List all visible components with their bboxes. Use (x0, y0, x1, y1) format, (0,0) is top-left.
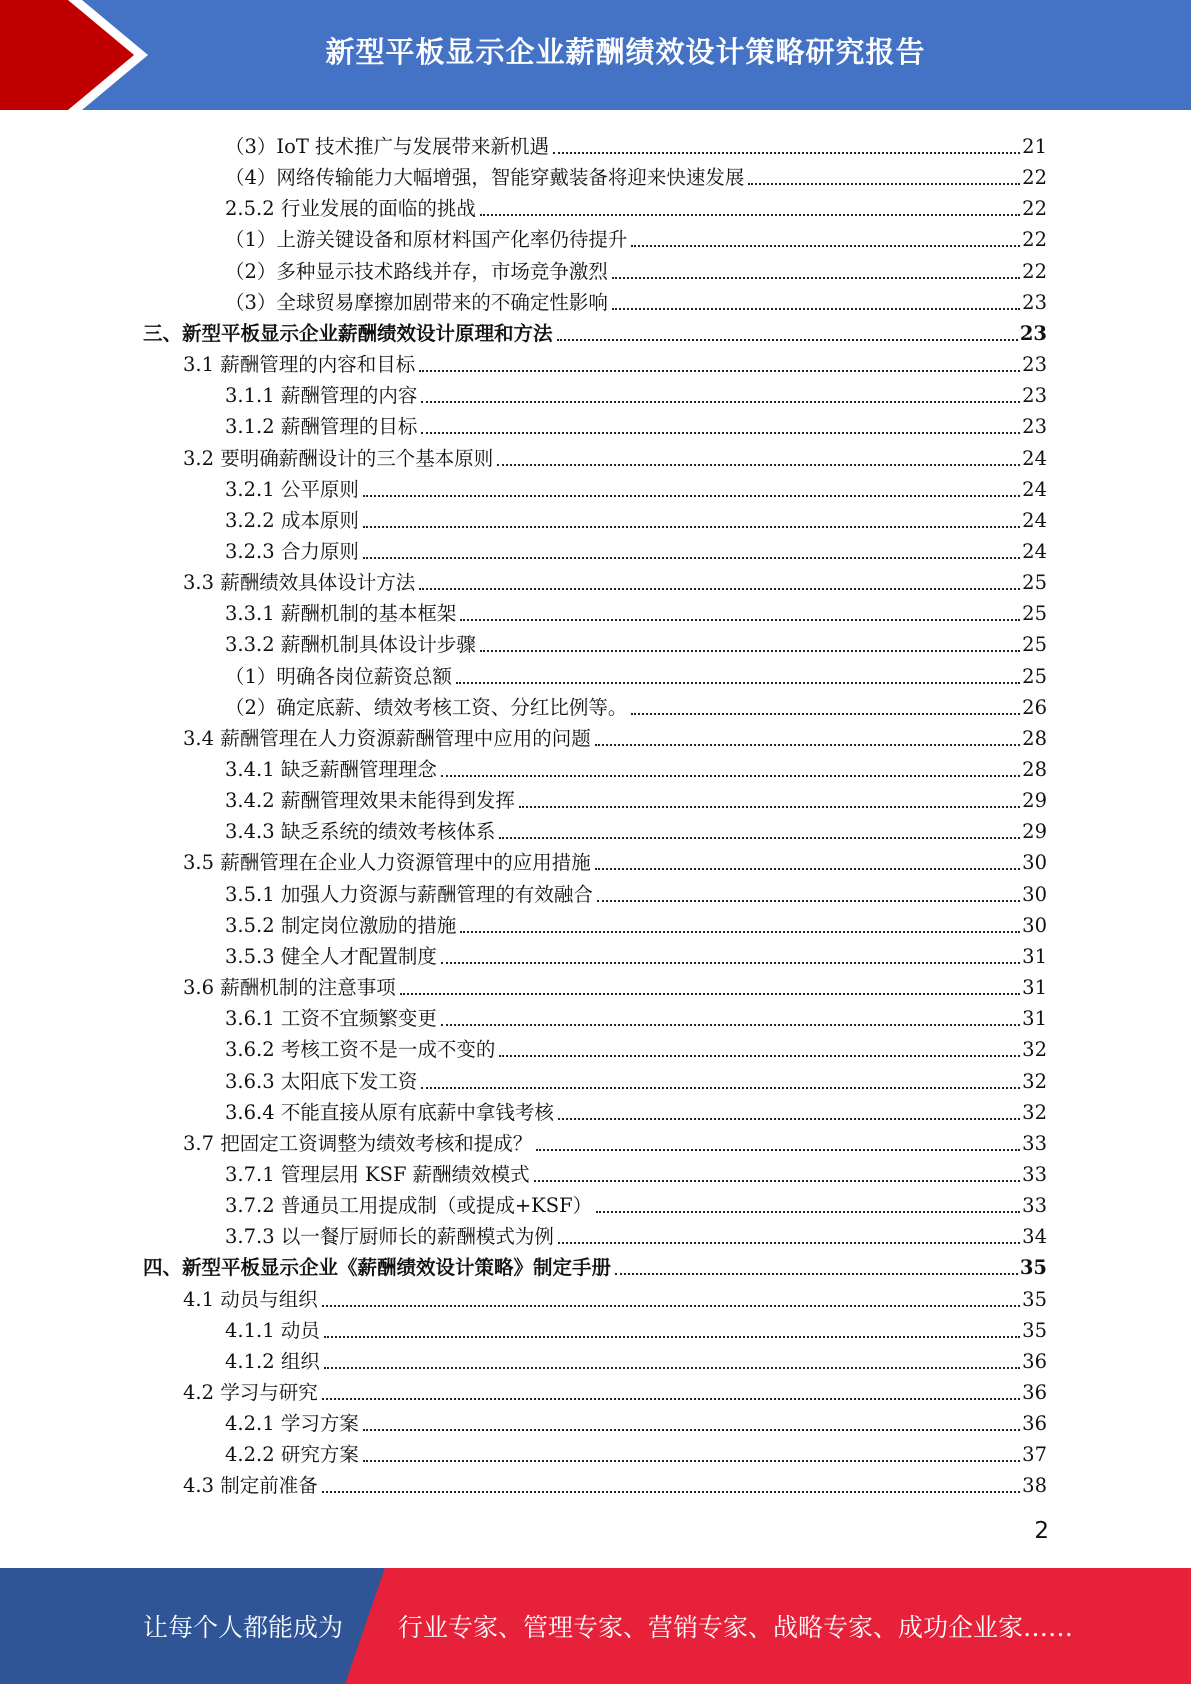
footer-slogan-left: 让每个人都能成为 (143, 1613, 344, 1642)
toc-dot-leader (631, 713, 1020, 715)
toc-entry[interactable] (183, 439, 1047, 470)
toc-entry-title: 4.2 学习与研究 (183, 1381, 318, 1404)
toc-entry-page: 21 (1022, 135, 1047, 158)
toc-entry[interactable] (225, 376, 1047, 407)
toc-entry-page: 34 (1022, 1225, 1047, 1248)
toc-entry-title: 4.1.2 组织 (225, 1350, 320, 1373)
toc-entry-page: 26 (1022, 696, 1047, 719)
toc-dot-leader (558, 1118, 1020, 1120)
toc-entry[interactable] (225, 1030, 1047, 1061)
toc-entry[interactable] (225, 657, 1047, 688)
toc-entry-title: 3.3.2 薪酬机制具体设计步骤 (225, 633, 476, 656)
toc-entry-title: 3.5.1 加强人力资源与薪酬管理的有效融合 (225, 883, 593, 906)
toc-entry-page: 32 (1022, 1038, 1047, 1061)
toc-entry-page: 36 (1022, 1381, 1047, 1404)
toc-entry-title: 3.1 薪酬管理的内容和目标 (183, 353, 416, 376)
toc-entry[interactable] (225, 1342, 1047, 1373)
toc-dot-leader (322, 1398, 1020, 1400)
toc-entry[interactable] (225, 688, 1047, 719)
toc-entry[interactable] (225, 1404, 1047, 1435)
toc-dot-leader (519, 806, 1020, 808)
toc-entry-page: 35 (1019, 1256, 1047, 1279)
toc-entry-page: 30 (1022, 851, 1047, 874)
toc-entry[interactable] (225, 937, 1047, 968)
toc-dot-leader (558, 1242, 1020, 1244)
toc-entry-title: 3.3.1 薪酬机制的基本框架 (225, 602, 457, 625)
toc-entry-title: 3.3 薪酬绩效具体设计方法 (183, 571, 416, 594)
toc-entry-title: 3.5.3 健全人才配置制度 (225, 945, 437, 968)
toc-dot-leader (536, 1149, 1020, 1151)
toc-entry-title: 2.5.2 行业发展的面临的挑战 (225, 197, 476, 220)
toc-entry-title: 3.6 薪酬机制的注意事项 (183, 976, 396, 999)
toc-entry-page: 22 (1022, 228, 1047, 251)
toc-entry-title: 4.2.2 研究方案 (225, 1443, 359, 1466)
toc-dot-leader (441, 1024, 1020, 1026)
toc-entry[interactable] (225, 750, 1047, 781)
toc-entry-page: 35 (1022, 1319, 1047, 1342)
toc-entry-page: 23 (1022, 384, 1047, 407)
toc-entry[interactable] (225, 283, 1047, 314)
toc-entry-title: 3.6.1 工资不宜频繁变更 (225, 1007, 437, 1030)
toc-entry[interactable] (143, 1248, 1047, 1279)
toc-entry-page: 36 (1022, 1350, 1047, 1373)
toc-dot-leader (456, 682, 1020, 684)
toc-entry[interactable] (183, 843, 1047, 874)
toc-entry-page: 30 (1022, 914, 1047, 937)
toc-entry-title: （1）上游关键设备和原材料国产化率仍待提升 (225, 228, 628, 251)
page-number: 2 (1034, 1518, 1049, 1544)
toc-entry-page: 25 (1022, 665, 1047, 688)
toc-entry-page: 22 (1022, 197, 1047, 220)
toc-dot-leader (322, 1491, 1020, 1493)
toc-dot-leader (497, 464, 1020, 466)
toc-entry-title: （1）明确各岗位薪资总额 (225, 665, 452, 688)
toc-entry-title: 3.6.4 不能直接从原有底薪中拿钱考核 (225, 1101, 554, 1124)
toc-entry[interactable] (225, 470, 1047, 501)
toc-dot-leader (324, 1336, 1020, 1338)
toc-entry[interactable] (225, 127, 1047, 158)
toc-entry-page: 24 (1022, 540, 1047, 563)
toc-entry-page: 23 (1019, 322, 1047, 345)
toc-dot-leader (441, 775, 1020, 777)
toc-entry-title: 3.6.2 考核工资不是一成不变的 (225, 1038, 496, 1061)
toc-entry[interactable] (183, 563, 1047, 594)
toc-entry-title: 3.7.2 普通员工用提成制（或提成+KSF） (225, 1194, 593, 1217)
toc-dot-leader (324, 1367, 1020, 1369)
toc-entry[interactable] (225, 594, 1047, 625)
toc-entry-page: 33 (1022, 1163, 1047, 1186)
document-title: 新型平板显示企业薪酬绩效设计策略研究报告 (325, 34, 926, 69)
toc-entry[interactable] (183, 1373, 1047, 1404)
toc-entry-title: 4.2.1 学习方案 (225, 1412, 359, 1435)
toc-entry[interactable] (225, 1186, 1047, 1217)
toc-entry[interactable] (183, 719, 1047, 750)
toc-entry[interactable] (225, 501, 1047, 532)
toc-entry-title: 四、新型平板显示企业《薪酬绩效设计策略》制定手册 (143, 1256, 612, 1279)
toc-dot-leader (400, 993, 1020, 995)
toc-entry-title: 4.1.1 动员 (225, 1319, 320, 1342)
toc-entry-page: 22 (1022, 260, 1047, 283)
toc-entry-title: 3.7.3 以一餐厅厨师长的薪酬模式为例 (225, 1225, 554, 1248)
toc-entry-title: 3.5.2 制定岗位激励的措施 (225, 914, 457, 937)
footer-slogan-right: 行业专家、管理专家、营销专家、战略专家、成功企业家…… (398, 1613, 1074, 1642)
toc-entry-title: 4.3 制定前准备 (183, 1474, 318, 1497)
toc-entry-page: 24 (1022, 509, 1047, 532)
toc-dot-leader (480, 214, 1020, 216)
toc-entry[interactable] (225, 999, 1047, 1030)
page-header (0, 0, 1191, 110)
toc-entry-page: 33 (1022, 1132, 1047, 1155)
toc-dot-leader (363, 1460, 1020, 1462)
toc-entry-page: 28 (1022, 727, 1047, 750)
toc-dot-leader (460, 619, 1020, 621)
toc-entry-title: （3）全球贸易摩擦加剧带来的不确定性影响 (225, 291, 608, 314)
toc-dot-leader (557, 339, 1018, 341)
toc-dot-leader (499, 837, 1020, 839)
toc-dot-leader (363, 557, 1020, 559)
toc-entry[interactable] (183, 1466, 1047, 1497)
toc-entry-title: 3.5 薪酬管理在企业人力资源管理中的应用措施 (183, 851, 591, 874)
toc-dot-leader (421, 1087, 1020, 1089)
toc-entry-page: 24 (1022, 447, 1047, 470)
toc-entry-page: 29 (1022, 789, 1047, 812)
toc-entry-title: （3）IoT 技术推广与发展带来新机遇 (225, 135, 550, 158)
toc-dot-leader (499, 1055, 1020, 1057)
toc-dot-leader (322, 1305, 1020, 1307)
toc-dot-leader (748, 183, 1020, 185)
toc-dot-leader (419, 588, 1020, 590)
toc-entry-title: （2）确定底薪、绩效考核工资、分红比例等。 (225, 696, 628, 719)
toc-entry-title: 3.2.3 合力原则 (225, 540, 359, 563)
toc-dot-leader (460, 931, 1020, 933)
toc-entry-title: 3.2.2 成本原则 (225, 509, 359, 532)
toc-entry-page: 23 (1022, 415, 1047, 438)
toc-dot-leader (363, 495, 1020, 497)
toc-entry[interactable] (183, 1280, 1047, 1311)
toc-entry-title: 3.7.1 管理层用 KSF 薪酬绩效模式 (225, 1163, 530, 1186)
toc-entry[interactable] (183, 1124, 1047, 1155)
toc-entry-title: 3.2.1 公平原则 (225, 478, 359, 501)
toc-entry-page: 25 (1022, 602, 1047, 625)
toc-dot-leader (595, 868, 1020, 870)
toc-entry-page: 32 (1022, 1101, 1047, 1124)
toc-dot-leader (631, 245, 1020, 247)
toc-entry-title: 3.4.3 缺乏系统的绩效考核体系 (225, 820, 496, 843)
toc-entry[interactable] (225, 1217, 1047, 1248)
toc-dot-leader (612, 308, 1020, 310)
toc-entry-page: 23 (1022, 291, 1047, 314)
toc-entry-page: 29 (1022, 820, 1047, 843)
toc-entry-page: 31 (1022, 945, 1047, 968)
toc-entry-title: 3.1.1 薪酬管理的内容 (225, 384, 418, 407)
toc-entry-title: 4.1 动员与组织 (183, 1288, 318, 1311)
toc-dot-leader (480, 650, 1020, 652)
page-footer (0, 1568, 1191, 1684)
toc-dot-leader (421, 401, 1020, 403)
toc-entry-page: 33 (1022, 1194, 1047, 1217)
toc-entry-title: 3.1.2 薪酬管理的目标 (225, 415, 418, 438)
toc-entry[interactable] (225, 625, 1047, 656)
toc-dot-leader (615, 1273, 1018, 1275)
toc-entry[interactable] (183, 968, 1047, 999)
toc-entry[interactable] (183, 345, 1047, 376)
toc-entry-title: 3.4.1 缺乏薪酬管理理念 (225, 758, 437, 781)
toc-entry-page: 37 (1022, 1443, 1047, 1466)
toc-entry[interactable] (225, 252, 1047, 283)
toc-dot-leader (363, 526, 1020, 528)
toc-entry-page: 36 (1022, 1412, 1047, 1435)
toc-entry-page: 35 (1022, 1288, 1047, 1311)
toc-dot-leader (441, 962, 1020, 964)
toc-entry-page: 30 (1022, 883, 1047, 906)
toc-entry-page: 38 (1022, 1474, 1047, 1497)
toc-entry-page: 31 (1022, 1007, 1047, 1030)
toc-dot-leader (596, 1211, 1020, 1213)
toc-entry-title: （2）多种显示技术路线并存，市场竞争激烈 (225, 260, 608, 283)
toc-entry-page: 31 (1022, 976, 1047, 999)
toc-dot-leader (612, 277, 1020, 279)
toc-entry-title: 3.7 把固定工资调整为绩效考核和提成？ (183, 1132, 533, 1155)
toc-entry[interactable] (225, 1093, 1047, 1124)
toc-dot-leader (419, 370, 1020, 372)
toc-entry[interactable] (225, 906, 1047, 937)
toc-entry-title: 3.4 薪酬管理在人力资源薪酬管理中应用的问题 (183, 727, 591, 750)
toc-entry-page: 25 (1022, 633, 1047, 656)
toc-entry-title: 3.2 要明确薪酬设计的三个基本原则 (183, 447, 494, 470)
toc-dot-leader (534, 1180, 1021, 1182)
toc-entry[interactable] (225, 1435, 1047, 1466)
toc-entry-page: 32 (1022, 1070, 1047, 1093)
toc-entry-title: 三、新型平板显示企业薪酬绩效设计原理和方法 (143, 322, 553, 345)
toc-entry[interactable] (225, 875, 1047, 906)
toc-entry[interactable] (225, 1311, 1047, 1342)
toc-entry[interactable] (225, 781, 1047, 812)
toc-entry-title: 3.6.3 太阳底下发工资 (225, 1070, 418, 1093)
toc-entry[interactable] (225, 532, 1047, 563)
toc-entry-page: 28 (1022, 758, 1047, 781)
toc-entry-page: 25 (1022, 571, 1047, 594)
toc-entry-title: 3.4.2 薪酬管理效果未能得到发挥 (225, 789, 515, 812)
toc-dot-leader (363, 1429, 1020, 1431)
toc-entry-page: 23 (1022, 353, 1047, 376)
toc-entry[interactable] (225, 158, 1047, 189)
toc-dot-leader (421, 432, 1020, 434)
toc-entry[interactable] (225, 407, 1047, 438)
toc-entry[interactable] (225, 1155, 1047, 1186)
toc-entry[interactable] (225, 812, 1047, 843)
toc-entry[interactable] (143, 314, 1047, 345)
toc-entry-page: 22 (1022, 166, 1047, 189)
toc-entry[interactable] (225, 220, 1047, 251)
toc-entry-title: （4）网络传输能力大幅增强，智能穿戴装备将迎来快速发展 (225, 166, 745, 189)
toc-entry[interactable] (225, 1062, 1047, 1093)
toc-dot-leader (595, 744, 1020, 746)
toc-dot-leader (553, 152, 1020, 154)
toc-dot-leader (597, 900, 1020, 902)
toc-entry-page: 24 (1022, 478, 1047, 501)
toc-entry[interactable] (225, 189, 1047, 220)
